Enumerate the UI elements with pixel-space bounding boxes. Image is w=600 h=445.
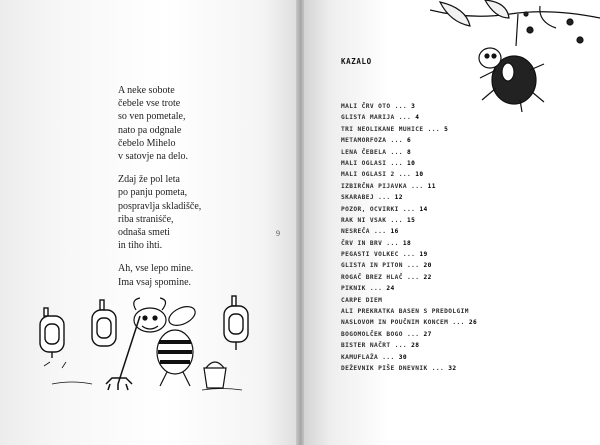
toc-entry-title: METAMORFOZA ...: [341, 137, 403, 145]
toc-row: [341, 181, 541, 192]
toc-page-number: 16: [390, 228, 399, 236]
toc-entry-title: ČRV IN BRV ...: [341, 239, 399, 247]
poem-line: čebelo Mihelo: [118, 137, 176, 149]
toc-page-number: 26: [468, 319, 478, 327]
poem-stanza: [118, 84, 288, 163]
poem-line: in tiho ihti.: [118, 240, 163, 252]
toc-page-number: 24: [386, 285, 395, 293]
beetle: [479, 14, 544, 112]
toc-row: [341, 192, 541, 203]
poem-line: odnaša smeti: [118, 227, 170, 239]
toc-entry-title: ALI PREKRATKA BASEN S PREDOLGIM: [341, 308, 469, 316]
toc-entry-title: SKARABEJ ...: [341, 194, 391, 202]
toc-row: [341, 317, 541, 328]
toc-page-number: 6: [407, 137, 412, 145]
urinal-middle: [92, 300, 116, 346]
toc-page-number: 27: [423, 330, 432, 338]
toc-row: [341, 204, 541, 215]
toc-row: [341, 101, 541, 112]
toc-row: [341, 215, 541, 226]
toc-row: [341, 272, 541, 283]
poem-line: A neke sobote: [118, 85, 175, 96]
poem: [118, 84, 288, 299]
bee: [134, 298, 198, 386]
book-gutter: [296, 0, 304, 445]
toc-row: [341, 135, 541, 146]
toc-entry-title: BISTER NAČRT ...: [341, 342, 408, 350]
toc-entry-title: NASLOVOM IN POUČNIM KONCEM ...: [341, 319, 465, 327]
bucket: [204, 362, 226, 388]
toc-entry-title: PEGASTI VOLKEC ...: [341, 251, 416, 259]
urinal-right: [224, 296, 248, 350]
toc-row: [341, 295, 541, 306]
toc-page-number: 20: [423, 262, 432, 270]
toc-page-number: 4: [415, 114, 420, 122]
toc-row: [341, 124, 541, 135]
poem-line: v satovje na delo.: [118, 151, 188, 163]
toc-row: [341, 147, 541, 158]
poem-stanza: [118, 262, 288, 288]
toc-row: [341, 306, 541, 317]
toc-entry-title: IZBIRČNA PIJAVKA ...: [341, 182, 424, 190]
bee-mopping-illustration: [32, 286, 262, 396]
toc-row: [341, 363, 541, 374]
toc-row: [341, 169, 541, 180]
toc-row: [341, 226, 541, 237]
toc-row: [341, 283, 541, 294]
toc-entry-title: BOGOMOLČEK BOGO ...: [341, 330, 420, 338]
toc-entry-title: NESREČA ...: [341, 228, 387, 236]
toc-page-number: 18: [402, 239, 412, 247]
toc-row: [341, 352, 541, 363]
poem-stanza: [118, 173, 288, 252]
toc-page-number: 30: [398, 353, 408, 361]
poem-line: čebele vse trote: [118, 98, 181, 110]
toc-page-number: 11: [427, 182, 436, 190]
toc-page-number: 14: [419, 205, 428, 213]
poem-line: nato pa odgnale: [118, 124, 182, 136]
branch: [430, 0, 600, 43]
toc-page-number: 10: [415, 171, 424, 179]
toc-row: [341, 329, 541, 340]
toc-page-number: 28: [411, 342, 420, 350]
toc-title: KAZALO: [341, 57, 372, 66]
page-number: 9: [276, 229, 280, 238]
toc-entry-title: MALI ČRV OTO ...: [341, 103, 408, 110]
toc-entry-title: TRI NEOLIKANE MUHICE ...: [341, 125, 441, 133]
toc-entry-title: KAMUFLAŽA ...: [341, 353, 395, 361]
table-of-contents: [341, 101, 541, 374]
toc-entry-title: POZOR, OCVIRKI ...: [341, 205, 416, 213]
toc-entry-title: LENA ČEBELA ...: [341, 148, 403, 156]
poem-line: Ima vsaj spomine.: [118, 276, 192, 288]
toc-page-number: 5: [444, 125, 449, 133]
poem-line: Ah, vse lepo mine.: [118, 263, 194, 275]
toc-row: [341, 112, 541, 123]
toc-entry-title: GLISTA IN PITON ...: [341, 262, 420, 270]
toc-entry-title: RAK NI VSAK ...: [341, 216, 403, 224]
toc-page-number: 15: [407, 216, 416, 224]
toc-page-number: 3: [411, 103, 416, 110]
toc-page-number: 12: [394, 194, 403, 202]
toc-page-number: 19: [419, 251, 428, 259]
beetle-branch-illustration: [430, 0, 600, 115]
toc-row: [341, 340, 541, 351]
toc-entry-title: CARPE DIEM: [341, 296, 383, 304]
toc-entry-title: MALI OGLASI ...: [341, 159, 403, 167]
poem-line: so ven pometale,: [118, 111, 186, 123]
toc-page-number: 32: [448, 364, 457, 372]
poem-line: pospravlja skladišče,: [118, 200, 202, 212]
toc-row: [341, 260, 541, 271]
toc-page-number: 8: [407, 148, 412, 156]
toc-row: [341, 238, 541, 249]
toc-page-number: 10: [407, 159, 416, 167]
toc-entry-title: ROGAČ BREZ HLAČ ...: [341, 273, 420, 281]
toc-entry-title: PIKNIK ...: [341, 285, 383, 293]
toc-entry-title: GLISTA MARIJA ...: [341, 114, 412, 122]
toc-row: [341, 249, 541, 260]
poem-line: riba straniśče,: [118, 213, 174, 225]
toc-entry-title: DEŽEVNIK PIŠE DNEVNIK ...: [341, 364, 445, 372]
poem-line: Zdaj že pol leta: [118, 174, 180, 186]
toc-page-number: 22: [423, 273, 432, 281]
toc-entry-title: MALI OGLASI 2 ...: [341, 171, 412, 179]
urinal-left: [40, 308, 64, 358]
toc-row: [341, 158, 541, 169]
poem-line: po panju pometa,: [118, 187, 188, 199]
